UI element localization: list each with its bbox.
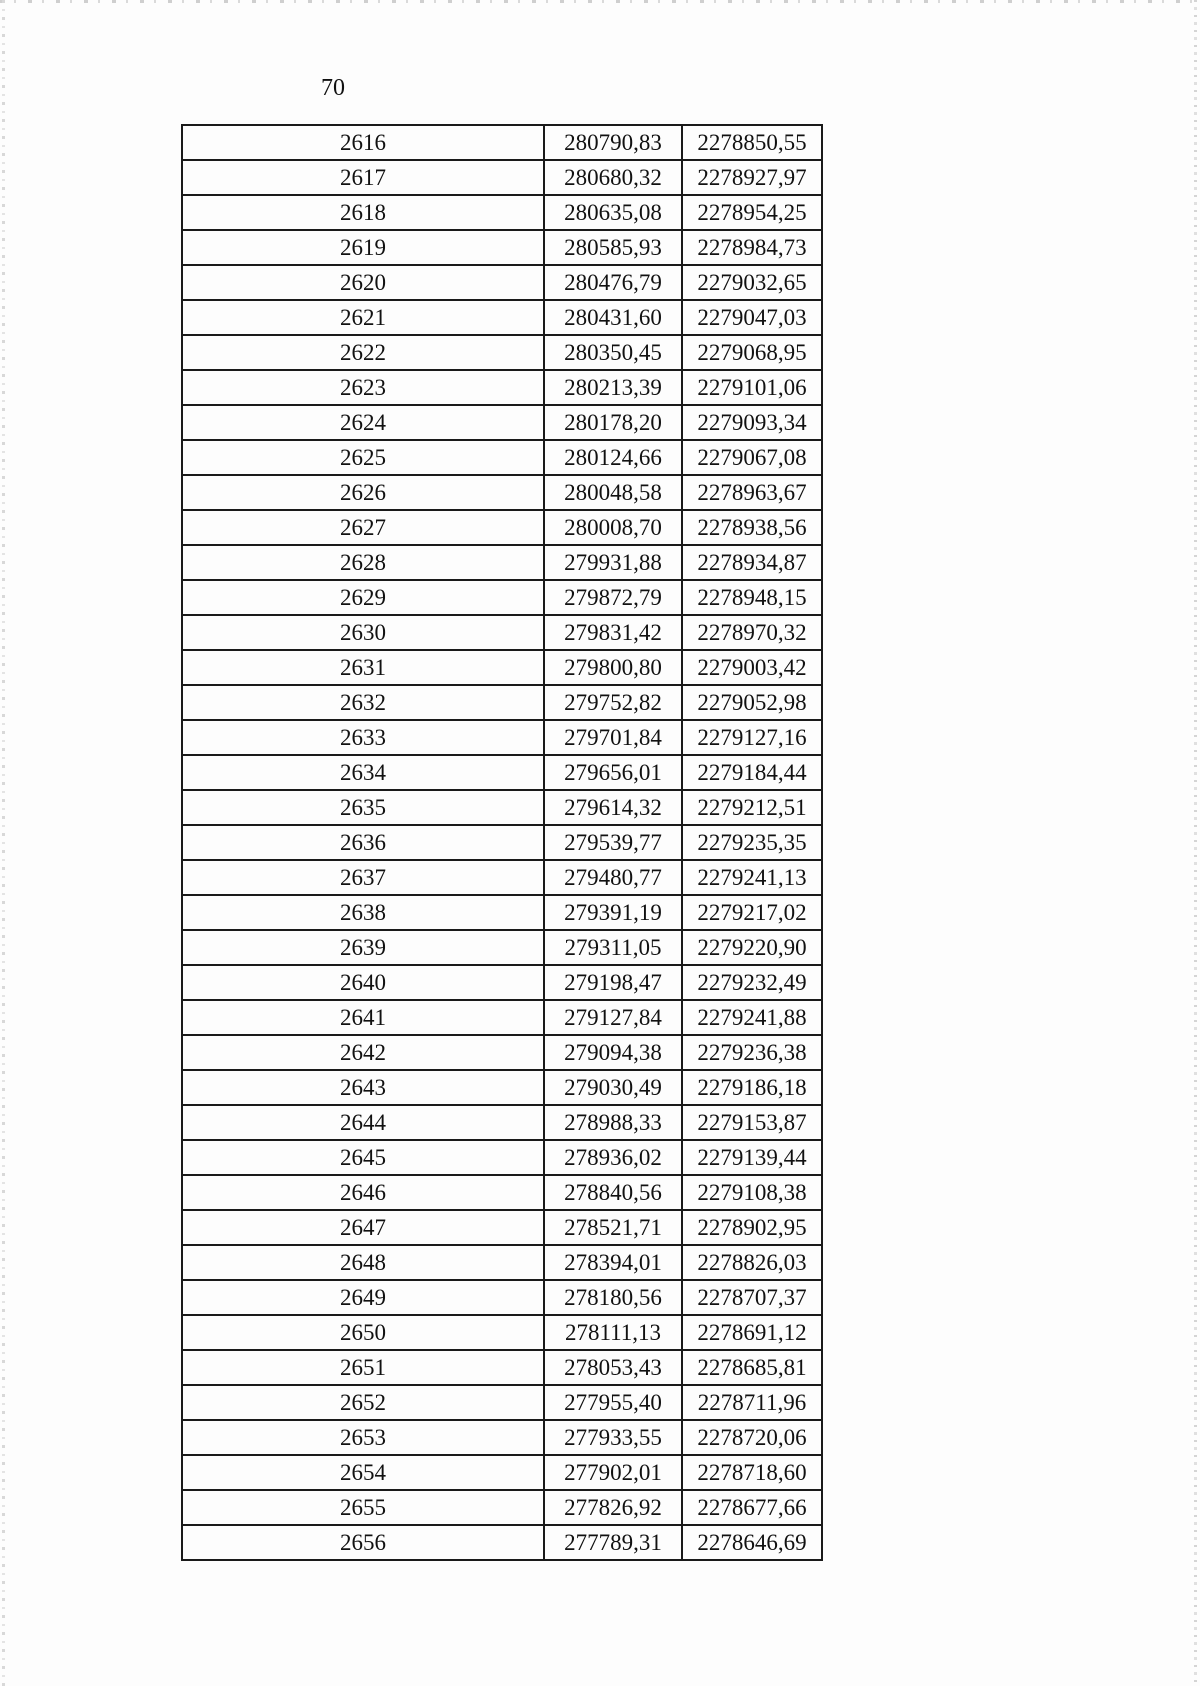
- x-coordinate-cell: 279094,38: [544, 1035, 682, 1070]
- table-row: [182, 1000, 822, 1035]
- table-row: [182, 265, 822, 300]
- point-number-cell: 2626: [182, 475, 544, 510]
- point-number-cell: 2632: [182, 685, 544, 720]
- table-row: [182, 475, 822, 510]
- table-row: [182, 1525, 822, 1560]
- point-number-cell: 2644: [182, 1105, 544, 1140]
- table-row: [182, 1210, 822, 1245]
- x-coordinate-cell: 279198,47: [544, 965, 682, 1000]
- point-number-cell: 2655: [182, 1490, 544, 1525]
- x-coordinate-cell: 280008,70: [544, 510, 682, 545]
- x-coordinate-cell: 279831,42: [544, 615, 682, 650]
- x-coordinate-cell: 277933,55: [544, 1420, 682, 1455]
- x-coordinate-cell: 277789,31: [544, 1525, 682, 1560]
- y-coordinate-cell: 2279093,34: [682, 405, 822, 440]
- point-number-cell: 2631: [182, 650, 544, 685]
- y-coordinate-cell: 2279153,87: [682, 1105, 822, 1140]
- y-coordinate-cell: 2279108,38: [682, 1175, 822, 1210]
- point-number-cell: 2628: [182, 545, 544, 580]
- table-row: [182, 1315, 822, 1350]
- table-row: [182, 230, 822, 265]
- point-number-cell: 2616: [182, 125, 544, 160]
- y-coordinate-cell: 2279003,42: [682, 650, 822, 685]
- point-number-cell: 2617: [182, 160, 544, 195]
- point-number-cell: 2629: [182, 580, 544, 615]
- x-coordinate-cell: 279614,32: [544, 790, 682, 825]
- point-number-cell: 2635: [182, 790, 544, 825]
- x-coordinate-cell: 279800,80: [544, 650, 682, 685]
- coordinates-table-wrap: [181, 124, 823, 1561]
- x-coordinate-cell: 278988,33: [544, 1105, 682, 1140]
- point-number-cell: 2622: [182, 335, 544, 370]
- x-coordinate-cell: 280431,60: [544, 300, 682, 335]
- x-coordinate-cell: 277902,01: [544, 1455, 682, 1490]
- point-number-cell: 2650: [182, 1315, 544, 1350]
- point-number-cell: 2637: [182, 860, 544, 895]
- table-row: [182, 195, 822, 230]
- coordinates-table: [181, 124, 823, 1561]
- x-coordinate-cell: 279391,19: [544, 895, 682, 930]
- y-coordinate-cell: 2278711,96: [682, 1385, 822, 1420]
- y-coordinate-cell: 2278938,56: [682, 510, 822, 545]
- scan-edge-top: [0, 0, 1200, 3]
- x-coordinate-cell: 279931,88: [544, 545, 682, 580]
- y-coordinate-cell: 2278850,55: [682, 125, 822, 160]
- table-row: [182, 755, 822, 790]
- x-coordinate-cell: 278521,71: [544, 1210, 682, 1245]
- x-coordinate-cell: 277826,92: [544, 1490, 682, 1525]
- y-coordinate-cell: 2279241,13: [682, 860, 822, 895]
- y-coordinate-cell: 2278948,15: [682, 580, 822, 615]
- y-coordinate-cell: 2278720,06: [682, 1420, 822, 1455]
- x-coordinate-cell: 278180,56: [544, 1280, 682, 1315]
- table-row: [182, 370, 822, 405]
- table-row: [182, 1070, 822, 1105]
- x-coordinate-cell: 278936,02: [544, 1140, 682, 1175]
- table-row: [182, 1350, 822, 1385]
- point-number-cell: 2619: [182, 230, 544, 265]
- table-row: [182, 1420, 822, 1455]
- table-row: [182, 685, 822, 720]
- point-number-cell: 2651: [182, 1350, 544, 1385]
- point-number-cell: 2654: [182, 1455, 544, 1490]
- table-row: [182, 1035, 822, 1070]
- point-number-cell: 2630: [182, 615, 544, 650]
- table-row: [182, 790, 822, 825]
- table-row: [182, 580, 822, 615]
- x-coordinate-cell: 280124,66: [544, 440, 682, 475]
- table-row: [182, 1490, 822, 1525]
- x-coordinate-cell: 277955,40: [544, 1385, 682, 1420]
- y-coordinate-cell: 2279235,35: [682, 825, 822, 860]
- page-number: 70: [321, 75, 345, 101]
- table-row: [182, 930, 822, 965]
- x-coordinate-cell: 279030,49: [544, 1070, 682, 1105]
- y-coordinate-cell: 2278902,95: [682, 1210, 822, 1245]
- x-coordinate-cell: 278111,13: [544, 1315, 682, 1350]
- table-row: [182, 1455, 822, 1490]
- coordinates-table-body: [182, 125, 822, 1560]
- scan-edge-right: [1194, 0, 1197, 1686]
- point-number-cell: 2642: [182, 1035, 544, 1070]
- y-coordinate-cell: 2279232,49: [682, 965, 822, 1000]
- page-number-container: [0, 74, 1200, 102]
- point-number-cell: 2621: [182, 300, 544, 335]
- y-coordinate-cell: 2279068,95: [682, 335, 822, 370]
- y-coordinate-cell: 2278685,81: [682, 1350, 822, 1385]
- point-number-cell: 2652: [182, 1385, 544, 1420]
- point-number-cell: 2639: [182, 930, 544, 965]
- y-coordinate-cell: 2279236,38: [682, 1035, 822, 1070]
- x-coordinate-cell: 280048,58: [544, 475, 682, 510]
- y-coordinate-cell: 2278718,60: [682, 1455, 822, 1490]
- table-row: [182, 615, 822, 650]
- table-row: [182, 895, 822, 930]
- y-coordinate-cell: 2278963,67: [682, 475, 822, 510]
- table-row: [182, 300, 822, 335]
- y-coordinate-cell: 2279184,44: [682, 755, 822, 790]
- y-coordinate-cell: 2279241,88: [682, 1000, 822, 1035]
- point-number-cell: 2623: [182, 370, 544, 405]
- point-number-cell: 2646: [182, 1175, 544, 1210]
- y-coordinate-cell: 2279101,06: [682, 370, 822, 405]
- point-number-cell: 2640: [182, 965, 544, 1000]
- x-coordinate-cell: 279539,77: [544, 825, 682, 860]
- table-row: [182, 650, 822, 685]
- x-coordinate-cell: 280350,45: [544, 335, 682, 370]
- y-coordinate-cell: 2278707,37: [682, 1280, 822, 1315]
- x-coordinate-cell: 280476,79: [544, 265, 682, 300]
- y-coordinate-cell: 2279127,16: [682, 720, 822, 755]
- point-number-cell: 2647: [182, 1210, 544, 1245]
- x-coordinate-cell: 280178,20: [544, 405, 682, 440]
- y-coordinate-cell: 2279067,08: [682, 440, 822, 475]
- table-row: [182, 335, 822, 370]
- x-coordinate-cell: 279127,84: [544, 1000, 682, 1035]
- x-coordinate-cell: 280635,08: [544, 195, 682, 230]
- y-coordinate-cell: 2279217,02: [682, 895, 822, 930]
- point-number-cell: 2638: [182, 895, 544, 930]
- point-number-cell: 2649: [182, 1280, 544, 1315]
- point-number-cell: 2634: [182, 755, 544, 790]
- y-coordinate-cell: 2279047,03: [682, 300, 822, 335]
- y-coordinate-cell: 2279032,65: [682, 265, 822, 300]
- y-coordinate-cell: 2278970,32: [682, 615, 822, 650]
- point-number-cell: 2627: [182, 510, 544, 545]
- x-coordinate-cell: 279752,82: [544, 685, 682, 720]
- point-number-cell: 2653: [182, 1420, 544, 1455]
- table-row: [182, 1245, 822, 1280]
- point-number-cell: 2645: [182, 1140, 544, 1175]
- x-coordinate-cell: 280680,32: [544, 160, 682, 195]
- table-row: [182, 1175, 822, 1210]
- x-coordinate-cell: 279872,79: [544, 580, 682, 615]
- table-row: [182, 405, 822, 440]
- point-number-cell: 2624: [182, 405, 544, 440]
- x-coordinate-cell: 279311,05: [544, 930, 682, 965]
- table-row: [182, 825, 822, 860]
- point-number-cell: 2641: [182, 1000, 544, 1035]
- table-row: [182, 965, 822, 1000]
- x-coordinate-cell: 279701,84: [544, 720, 682, 755]
- y-coordinate-cell: 2279220,90: [682, 930, 822, 965]
- x-coordinate-cell: 280213,39: [544, 370, 682, 405]
- x-coordinate-cell: 278394,01: [544, 1245, 682, 1280]
- table-row: [182, 510, 822, 545]
- x-coordinate-cell: 280790,83: [544, 125, 682, 160]
- y-coordinate-cell: 2278691,12: [682, 1315, 822, 1350]
- x-coordinate-cell: 280585,93: [544, 230, 682, 265]
- table-row: [182, 1280, 822, 1315]
- point-number-cell: 2648: [182, 1245, 544, 1280]
- point-number-cell: 2643: [182, 1070, 544, 1105]
- table-row: [182, 160, 822, 195]
- point-number-cell: 2633: [182, 720, 544, 755]
- point-number-cell: 2620: [182, 265, 544, 300]
- table-row: [182, 545, 822, 580]
- table-row: [182, 860, 822, 895]
- scan-edge-left: [2, 0, 5, 1686]
- y-coordinate-cell: 2278984,73: [682, 230, 822, 265]
- y-coordinate-cell: 2279052,98: [682, 685, 822, 720]
- x-coordinate-cell: 278840,56: [544, 1175, 682, 1210]
- y-coordinate-cell: 2278646,69: [682, 1525, 822, 1560]
- y-coordinate-cell: 2278954,25: [682, 195, 822, 230]
- y-coordinate-cell: 2278927,97: [682, 160, 822, 195]
- table-row: [182, 125, 822, 160]
- y-coordinate-cell: 2278934,87: [682, 545, 822, 580]
- y-coordinate-cell: 2279139,44: [682, 1140, 822, 1175]
- point-number-cell: 2625: [182, 440, 544, 475]
- point-number-cell: 2656: [182, 1525, 544, 1560]
- point-number-cell: 2636: [182, 825, 544, 860]
- y-coordinate-cell: 2279186,18: [682, 1070, 822, 1105]
- x-coordinate-cell: 279480,77: [544, 860, 682, 895]
- point-number-cell: 2618: [182, 195, 544, 230]
- x-coordinate-cell: 279656,01: [544, 755, 682, 790]
- y-coordinate-cell: 2279212,51: [682, 790, 822, 825]
- table-row: [182, 1140, 822, 1175]
- table-row: [182, 1385, 822, 1420]
- x-coordinate-cell: 278053,43: [544, 1350, 682, 1385]
- table-row: [182, 720, 822, 755]
- table-row: [182, 1105, 822, 1140]
- y-coordinate-cell: 2278677,66: [682, 1490, 822, 1525]
- y-coordinate-cell: 2278826,03: [682, 1245, 822, 1280]
- table-row: [182, 440, 822, 475]
